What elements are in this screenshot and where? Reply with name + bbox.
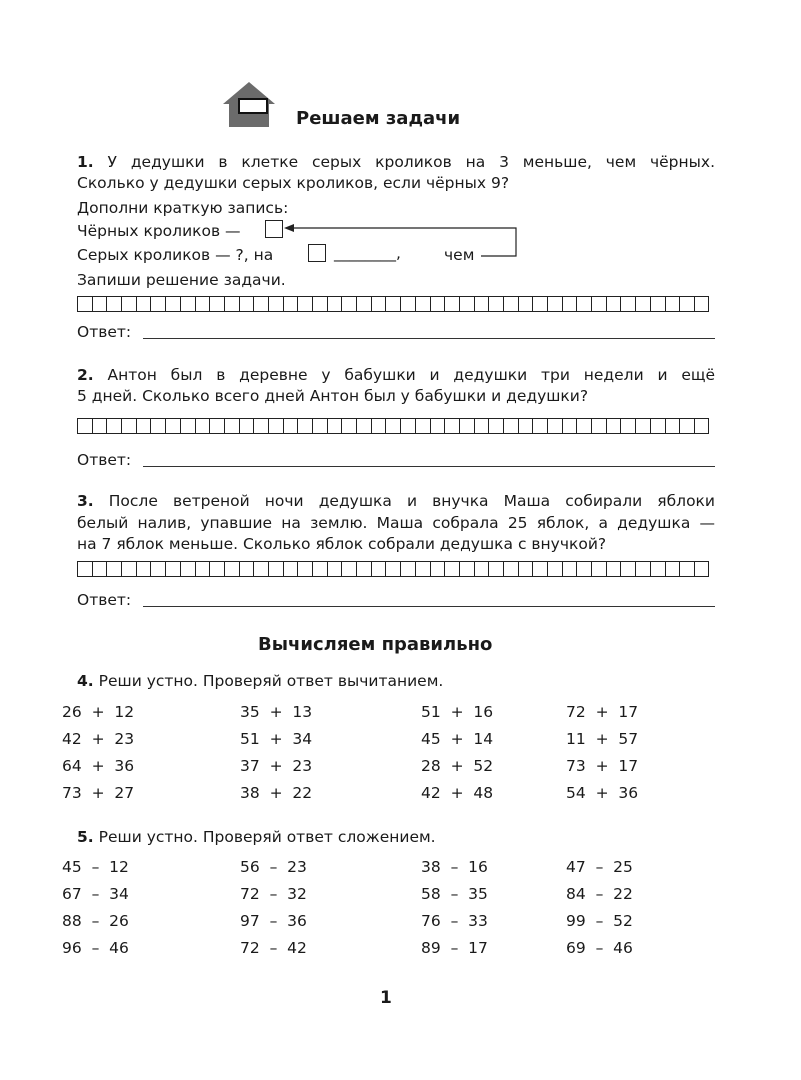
exercise-item: 67 – 34 bbox=[62, 885, 129, 903]
grid-cell[interactable] bbox=[268, 296, 283, 312]
grid-cell[interactable] bbox=[92, 561, 107, 577]
grid-cell[interactable] bbox=[620, 418, 635, 434]
grid-cell[interactable] bbox=[283, 296, 298, 312]
task1-answer-line[interactable] bbox=[143, 338, 715, 339]
grid-cell[interactable] bbox=[547, 561, 562, 577]
grid-cell[interactable] bbox=[665, 296, 680, 312]
grid-cell[interactable] bbox=[385, 418, 400, 434]
grid-cell[interactable] bbox=[150, 561, 165, 577]
task1-line1: 1. У дедушки в клетке серых кроликов на 3 меньше, чем чёрных. bbox=[77, 153, 715, 171]
grid-cell[interactable] bbox=[312, 418, 327, 434]
grid-cell[interactable] bbox=[444, 296, 459, 312]
grid-cell[interactable] bbox=[239, 561, 254, 577]
grid-cell[interactable] bbox=[195, 296, 210, 312]
grid-cell[interactable] bbox=[385, 561, 400, 577]
section-title-compute: Вычисляем правильно bbox=[258, 634, 493, 655]
task1-than: чем bbox=[444, 246, 475, 264]
house-icon bbox=[221, 80, 277, 128]
grid-cell[interactable] bbox=[591, 418, 606, 434]
exercise-item: 72 – 32 bbox=[240, 885, 307, 903]
grid-cell[interactable] bbox=[136, 561, 151, 577]
page-number: 1 bbox=[380, 988, 392, 1008]
grid-cell[interactable] bbox=[635, 561, 650, 577]
grid-cell[interactable] bbox=[576, 418, 591, 434]
grid-cell[interactable] bbox=[503, 561, 518, 577]
section-title-solve: Решаем задачи bbox=[296, 108, 461, 129]
task1-black-label: Чёрных кроликов — bbox=[77, 222, 241, 240]
grid-cell[interactable] bbox=[665, 561, 680, 577]
grid-cell[interactable] bbox=[195, 418, 210, 434]
grid-cell[interactable] bbox=[562, 296, 577, 312]
grid-cell[interactable] bbox=[297, 296, 312, 312]
grid-cell[interactable] bbox=[444, 418, 459, 434]
grid-cell[interactable] bbox=[591, 296, 606, 312]
grid-cell[interactable] bbox=[518, 561, 533, 577]
grid-cell[interactable] bbox=[488, 296, 503, 312]
exercise-item: 56 – 23 bbox=[240, 858, 307, 876]
grid-cell[interactable] bbox=[121, 561, 136, 577]
grid-cell[interactable] bbox=[532, 418, 547, 434]
exercise-item: 69 – 46 bbox=[566, 939, 633, 957]
grid-cell[interactable] bbox=[532, 561, 547, 577]
grid-cell[interactable] bbox=[679, 296, 694, 312]
exercise-item: 99 – 52 bbox=[566, 912, 633, 930]
grid-cell[interactable] bbox=[694, 296, 709, 312]
grid-cell[interactable] bbox=[620, 561, 635, 577]
grid-cell[interactable] bbox=[503, 418, 518, 434]
grid-cell[interactable] bbox=[620, 296, 635, 312]
task1-answer-label: Ответ: bbox=[77, 323, 132, 341]
grid-cell[interactable] bbox=[650, 296, 665, 312]
grid-cell[interactable] bbox=[400, 561, 415, 577]
grid-cell[interactable] bbox=[283, 561, 298, 577]
grid-cell[interactable] bbox=[356, 418, 371, 434]
grid-cell[interactable] bbox=[327, 296, 342, 312]
grid-cell[interactable] bbox=[165, 296, 180, 312]
exercise-item: 89 – 17 bbox=[421, 939, 488, 957]
task3-line3: на 7 яблок меньше. Сколько яблок собрали дедушка с внучкой? bbox=[77, 535, 607, 553]
grid-cell[interactable] bbox=[562, 418, 577, 434]
grid-cell[interactable] bbox=[136, 296, 151, 312]
grid-cell[interactable] bbox=[253, 296, 268, 312]
grid-cell[interactable] bbox=[665, 418, 680, 434]
grid-cell[interactable] bbox=[430, 418, 445, 434]
grid-cell[interactable] bbox=[488, 418, 503, 434]
grid-cell[interactable] bbox=[180, 418, 195, 434]
exercise-item: 58 – 35 bbox=[421, 885, 488, 903]
grid-cell[interactable] bbox=[209, 296, 224, 312]
grid-cell[interactable] bbox=[679, 561, 694, 577]
exercise-item: 11 + 57 bbox=[566, 730, 639, 748]
exercise-item: 45 – 12 bbox=[62, 858, 129, 876]
grid-cell[interactable] bbox=[92, 418, 107, 434]
grid-cell[interactable] bbox=[327, 418, 342, 434]
grid-cell[interactable] bbox=[224, 296, 239, 312]
grid-cell[interactable] bbox=[371, 296, 386, 312]
exercise-item: 38 – 16 bbox=[421, 858, 488, 876]
task2-number: 2. bbox=[77, 366, 94, 384]
grid-cell[interactable] bbox=[239, 296, 254, 312]
grid-cell[interactable] bbox=[77, 418, 92, 434]
task1-solution-grid[interactable] bbox=[77, 296, 709, 312]
task1-gray-label: Серых кроликов — ?, на bbox=[77, 246, 274, 264]
task2-line2: 5 дней. Сколько всего дней Антон был у бабушки и дедушки? bbox=[77, 387, 589, 405]
grid-cell[interactable] bbox=[77, 561, 92, 577]
grid-cell[interactable] bbox=[532, 296, 547, 312]
comparison-blank[interactable]: ________, bbox=[334, 244, 401, 262]
grid-cell[interactable] bbox=[180, 296, 195, 312]
task3-answer-line[interactable] bbox=[143, 606, 715, 607]
grid-cell[interactable] bbox=[209, 561, 224, 577]
grid-cell[interactable] bbox=[606, 561, 621, 577]
task1-number: 1. bbox=[77, 153, 94, 171]
task2-solution-grid[interactable] bbox=[77, 418, 709, 434]
grid-cell[interactable] bbox=[341, 296, 356, 312]
grid-cell[interactable] bbox=[371, 418, 386, 434]
grid-cell[interactable] bbox=[150, 418, 165, 434]
grid-cell[interactable] bbox=[650, 418, 665, 434]
grid-cell[interactable] bbox=[77, 296, 92, 312]
grid-cell[interactable] bbox=[106, 561, 121, 577]
exercise-item: 42 + 48 bbox=[421, 784, 494, 802]
exercise-item: 28 + 52 bbox=[421, 757, 494, 775]
exercise-item: 54 + 36 bbox=[566, 784, 639, 802]
grid-cell[interactable] bbox=[547, 296, 562, 312]
exercise-item: 38 + 22 bbox=[240, 784, 313, 802]
task3-solution-grid[interactable] bbox=[77, 561, 709, 577]
grid-cell[interactable] bbox=[430, 561, 445, 577]
grid-cell[interactable] bbox=[635, 418, 650, 434]
grid-cell[interactable] bbox=[518, 418, 533, 434]
task2-answer-line[interactable] bbox=[143, 466, 715, 467]
grid-cell[interactable] bbox=[694, 561, 709, 577]
grid-cell[interactable] bbox=[415, 418, 430, 434]
grid-cell[interactable] bbox=[400, 418, 415, 434]
grid-cell[interactable] bbox=[459, 418, 474, 434]
grid-cell[interactable] bbox=[180, 561, 195, 577]
grid-cell[interactable] bbox=[253, 561, 268, 577]
grid-cell[interactable] bbox=[415, 296, 430, 312]
grid-cell[interactable] bbox=[150, 296, 165, 312]
grid-cell[interactable] bbox=[679, 418, 694, 434]
grid-cell[interactable] bbox=[694, 418, 709, 434]
exercise-item: 42 + 23 bbox=[62, 730, 135, 748]
grid-cell[interactable] bbox=[371, 561, 386, 577]
grid-cell[interactable] bbox=[268, 418, 283, 434]
grid-cell[interactable] bbox=[400, 296, 415, 312]
exercise-item: 51 + 34 bbox=[240, 730, 313, 748]
grid-cell[interactable] bbox=[591, 561, 606, 577]
grid-cell[interactable] bbox=[606, 418, 621, 434]
grid-cell[interactable] bbox=[444, 561, 459, 577]
grid-cell[interactable] bbox=[356, 561, 371, 577]
grid-cell[interactable] bbox=[327, 561, 342, 577]
grid-cell[interactable] bbox=[385, 296, 400, 312]
task3-answer-label: Ответ: bbox=[77, 591, 132, 609]
exercise-item: 47 – 25 bbox=[566, 858, 633, 876]
exercise-item: 88 – 26 bbox=[62, 912, 129, 930]
task4-instruction: 4. Реши устно. Проверяй ответ вычитанием. bbox=[77, 672, 444, 690]
grid-cell[interactable] bbox=[106, 296, 121, 312]
grid-cell[interactable] bbox=[209, 418, 224, 434]
exercise-item: 64 + 36 bbox=[62, 757, 135, 775]
task1-solution-prompt: Запиши решение задачи. bbox=[77, 271, 286, 289]
grid-cell[interactable] bbox=[562, 561, 577, 577]
grid-cell[interactable] bbox=[459, 296, 474, 312]
grid-cell[interactable] bbox=[606, 296, 621, 312]
grid-cell[interactable] bbox=[136, 418, 151, 434]
exercise-item: 51 + 16 bbox=[421, 703, 494, 721]
exercise-item: 26 + 12 bbox=[62, 703, 135, 721]
exercise-item: 73 + 17 bbox=[566, 757, 639, 775]
grid-cell[interactable] bbox=[253, 418, 268, 434]
task5-number: 5. bbox=[77, 828, 94, 846]
grid-cell[interactable] bbox=[121, 296, 136, 312]
exercise-item: 72 + 17 bbox=[566, 703, 639, 721]
grid-cell[interactable] bbox=[576, 561, 591, 577]
task2-line1: 2. Антон был в деревне у бабушки и дедушки три недели и ещё bbox=[77, 366, 715, 384]
grid-cell[interactable] bbox=[106, 418, 121, 434]
task5-instruction: 5. Реши устно. Проверяй ответ сложением. bbox=[77, 828, 436, 846]
grid-cell[interactable] bbox=[430, 296, 445, 312]
grid-cell[interactable] bbox=[576, 296, 591, 312]
exercise-item: 96 – 46 bbox=[62, 939, 129, 957]
task2-answer-label: Ответ: bbox=[77, 451, 132, 469]
grid-cell[interactable] bbox=[341, 418, 356, 434]
task1-instruction: Дополни краткую запись: bbox=[77, 199, 289, 217]
grid-cell[interactable] bbox=[224, 418, 239, 434]
grid-cell[interactable] bbox=[224, 561, 239, 577]
exercise-item: 73 + 27 bbox=[62, 784, 135, 802]
grid-cell[interactable] bbox=[312, 561, 327, 577]
grid-cell[interactable] bbox=[239, 418, 254, 434]
grid-cell[interactable] bbox=[488, 561, 503, 577]
arrow-icon bbox=[280, 222, 522, 262]
task3-line1: 3. После ветреной ночи дедушка и внучка Маша собирали яблоки bbox=[77, 492, 715, 510]
grid-cell[interactable] bbox=[297, 418, 312, 434]
exercise-item: 97 – 36 bbox=[240, 912, 307, 930]
task4-number: 4. bbox=[77, 672, 94, 690]
grid-cell[interactable] bbox=[547, 418, 562, 434]
exercise-item: 72 – 42 bbox=[240, 939, 307, 957]
grid-cell[interactable] bbox=[474, 561, 489, 577]
grid-cell[interactable] bbox=[474, 418, 489, 434]
task3-line2: белый налив, упавшие на землю. Маша собрала 25 яблок, а дедушка — bbox=[77, 514, 715, 532]
grid-cell[interactable] bbox=[459, 561, 474, 577]
exercise-item: 84 – 22 bbox=[566, 885, 633, 903]
grid-cell[interactable] bbox=[518, 296, 533, 312]
grid-cell[interactable] bbox=[356, 296, 371, 312]
grid-cell[interactable] bbox=[635, 296, 650, 312]
grid-cell[interactable] bbox=[165, 418, 180, 434]
grid-cell[interactable] bbox=[165, 561, 180, 577]
grid-cell[interactable] bbox=[474, 296, 489, 312]
exercise-item: 37 + 23 bbox=[240, 757, 313, 775]
grid-cell[interactable] bbox=[503, 296, 518, 312]
grid-cell[interactable] bbox=[268, 561, 283, 577]
task1-line2: Сколько у дедушки серых кроликов, если чёрных 9? bbox=[77, 174, 510, 192]
exercise-item: 35 + 13 bbox=[240, 703, 313, 721]
task3-number: 3. bbox=[77, 492, 94, 510]
grid-cell[interactable] bbox=[415, 561, 430, 577]
exercise-item: 45 + 14 bbox=[421, 730, 494, 748]
grid-cell[interactable] bbox=[312, 296, 327, 312]
grid-cell[interactable] bbox=[121, 418, 136, 434]
exercise-item: 76 – 33 bbox=[421, 912, 488, 930]
grid-cell[interactable] bbox=[92, 296, 107, 312]
grid-cell[interactable] bbox=[650, 561, 665, 577]
grid-cell[interactable] bbox=[283, 418, 298, 434]
grid-cell[interactable] bbox=[341, 561, 356, 577]
grid-cell[interactable] bbox=[297, 561, 312, 577]
grid-cell[interactable] bbox=[195, 561, 210, 577]
